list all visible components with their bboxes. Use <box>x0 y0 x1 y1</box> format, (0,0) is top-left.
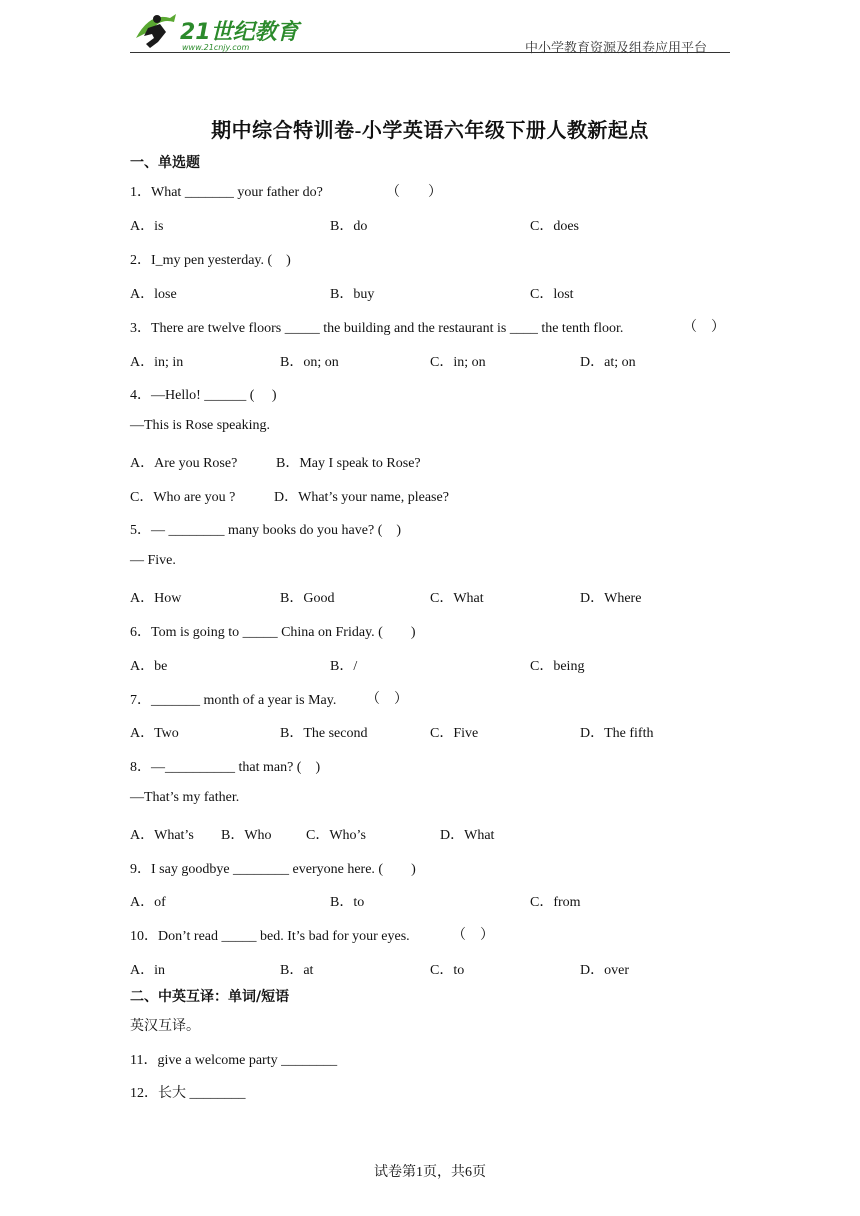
question-11: 11．give a welcome party ________ <box>130 1053 338 1068</box>
platform-name: 中小学教育资源及组卷应用平台 <box>524 40 707 55</box>
answer-bracket: （ ） <box>366 692 408 707</box>
option-c: C．What <box>430 591 484 606</box>
logo-url: www.21cnjy.com <box>182 43 250 52</box>
page-footer: 试卷第1页，共6页 <box>374 1165 486 1180</box>
option-d: D．at; on <box>580 355 636 370</box>
option-b: B．Good <box>280 591 335 606</box>
section-heading-translation: 二、中英互译：单词/短语 <box>130 989 290 1005</box>
option-b: B．at <box>280 963 314 978</box>
option-d: D．What’s your name, please? <box>274 490 449 505</box>
option-c: C．from <box>530 895 581 910</box>
option-b: B．Who <box>221 828 272 843</box>
question-1: 1．What _______ your father do? <box>130 185 323 200</box>
answer-bracket: （ ） <box>452 928 494 943</box>
option-b: B．buy <box>330 287 375 302</box>
option-a: A．is <box>130 219 164 234</box>
site-logo <box>130 8 305 54</box>
option-d: D．The fifth <box>580 726 654 741</box>
answer-bracket: （ ） <box>683 320 725 335</box>
option-b: B．do <box>330 219 368 234</box>
option-c: C．in; on <box>430 355 486 370</box>
option-a: A．Are you Rose? <box>130 456 238 471</box>
option-b: B．/ <box>330 659 358 674</box>
instruction-text: 英汉互译。 <box>130 1019 200 1034</box>
option-a: A．How <box>130 591 182 606</box>
option-a: A．in <box>130 963 165 978</box>
question-2: 2．I_my pen yesterday. ( ) <box>130 253 291 268</box>
question-9: 9．I say goodbye ________ everyone here. ( ) <box>130 862 416 877</box>
question-6: 6．Tom is going to _____ China on Friday. ( ) <box>130 625 416 640</box>
option-a: A．of <box>130 895 166 910</box>
option-a: A．in; in <box>130 355 184 370</box>
option-c: C．Who are you ? <box>130 490 236 505</box>
question-5: 5．— ________ many books do you have? ( ) <box>130 523 402 538</box>
logo-text: 21世纪教育 <box>180 20 299 45</box>
dialogue-line: — Five. <box>130 553 176 568</box>
section-heading-single-choice: 一、单选题 <box>130 155 200 171</box>
option-d: D．Where <box>580 591 642 606</box>
question-3: 3．There are twelve floors _____ the building and the restaurant is ____ the tenth floor. <box>130 321 624 336</box>
option-d: D．over <box>580 963 629 978</box>
question-8: 8．—__________ that man? ( ) <box>130 760 321 775</box>
question-7: 7．_______ month of a year is May. <box>130 693 337 708</box>
question-4: 4．—Hello! ______ ( ) <box>130 388 277 403</box>
option-c: C．Five <box>430 726 479 741</box>
option-a: A．be <box>130 659 168 674</box>
option-c: C．being <box>530 659 585 674</box>
dialogue-line: —That’s my father. <box>130 790 240 805</box>
option-b: B．The second <box>280 726 368 741</box>
option-a: A．What’s <box>130 828 194 843</box>
answer-bracket: （ ） <box>386 185 442 200</box>
page-title: 期中综合特训卷-小学英语六年级下册人教新起点 <box>211 120 649 142</box>
dialogue-line: —This is Rose speaking. <box>130 418 270 433</box>
option-c: C．to <box>430 963 465 978</box>
question-10: 10．Don’t read _____ bed. It’s bad for your eyes. <box>130 929 410 944</box>
option-a: A．lose <box>130 287 177 302</box>
option-b: B．on; on <box>280 355 339 370</box>
option-c: C．Who’s <box>306 828 366 843</box>
option-d: D．What <box>440 828 495 843</box>
question-12: 12．长大 ________ <box>130 1086 246 1101</box>
option-c: C．lost <box>530 287 574 302</box>
option-c: C．does <box>530 219 579 234</box>
option-b: B．to <box>330 895 365 910</box>
header-divider <box>130 52 730 53</box>
option-a: A．Two <box>130 726 179 741</box>
option-b: B．May I speak to Rose? <box>276 456 421 471</box>
